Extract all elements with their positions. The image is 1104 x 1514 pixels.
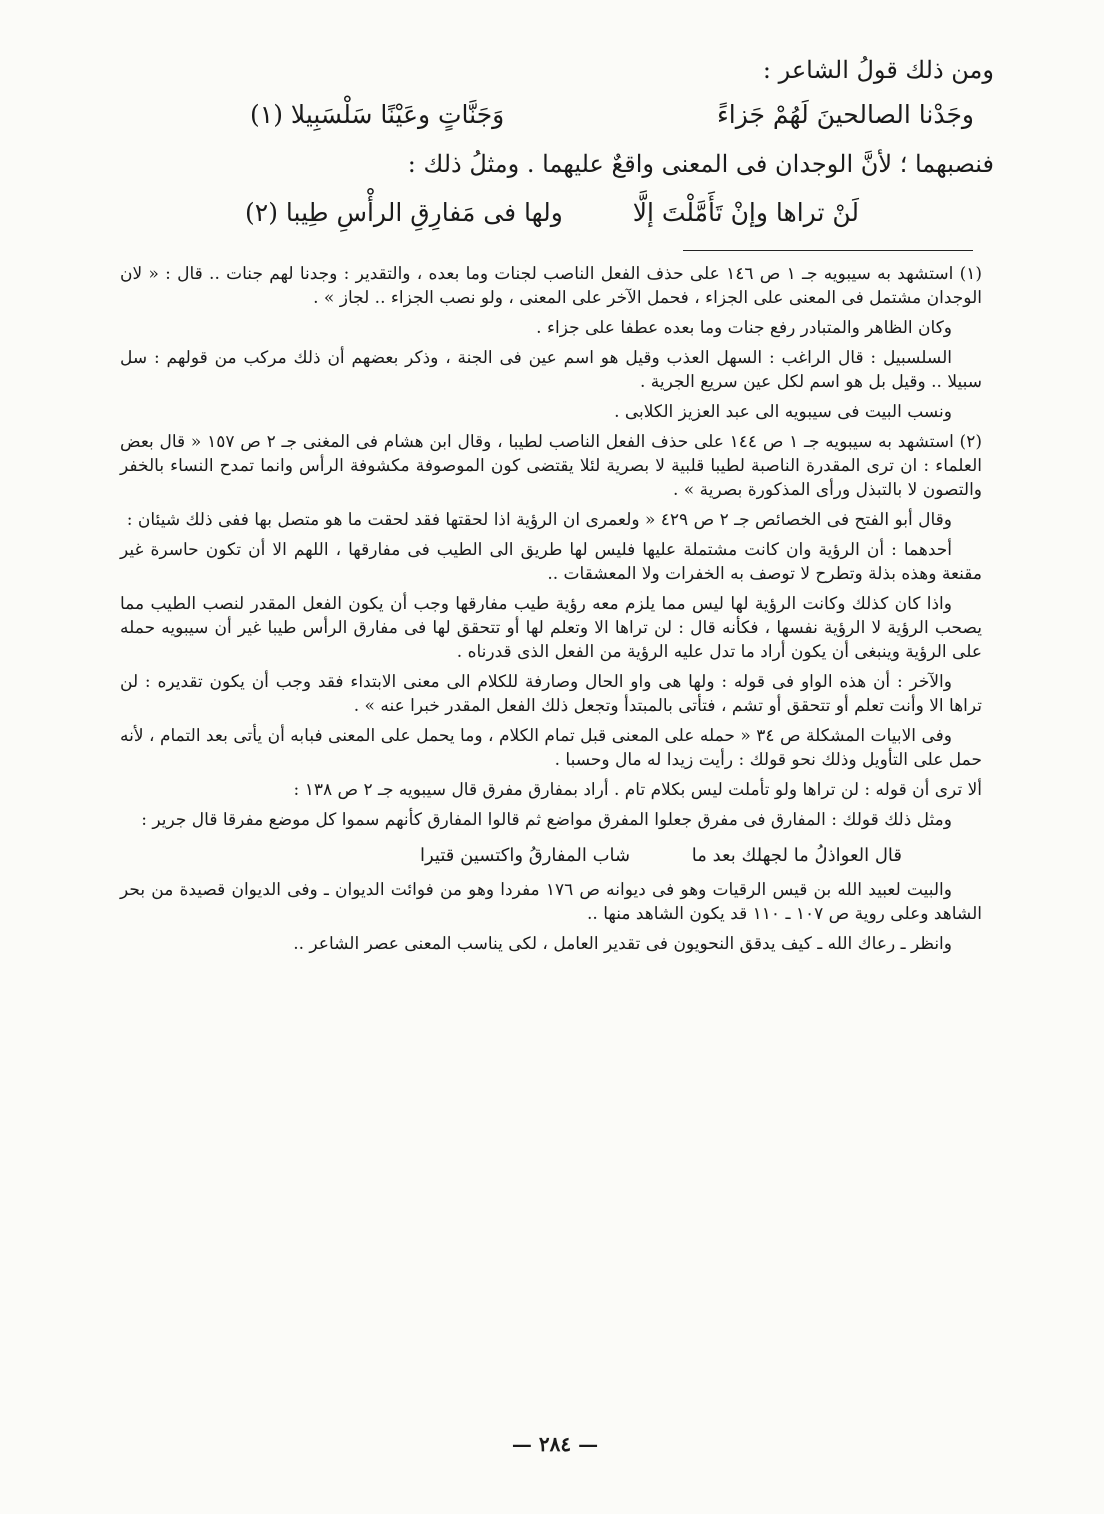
footnote-paragraph: أحدهما : أن الرؤية وان كانت مشتملة عليها فليس لها طريق الى الطيب فى مفارقها ، اللهم الا أن تكون حاسرة غير مقنعة وهذه بذلة وتطرح لا توصف به الخفرات ولا المعشقات .. (120, 540, 982, 584)
footnote-paragraph: وانظر ـ رعاك الله ـ كيف يدقق النحويون فى تقدير العامل ، لكى يناسب المعنى عصر الشاعر .. (293, 934, 952, 954)
footnote-paragraph: واذا كان كذلك وكانت الرؤية لها ليس مما يلزم معه رؤية طيب مفارقها وجب أن يكون الفعل المقدر لنصب الطيب مما يصحب الرؤية لا الرؤية نفسها ، فكأنه قال : لن تراها الا وتعلم لها أو تتحقق لها فى مفارق الرأس طيبا غير أن سيبويه حمله على الرؤية وينبغى أن يكون أراد ما تدل عليه الرؤية من الفعل الذى قدرناه . (120, 594, 982, 662)
footnotes (120, 262, 982, 962)
footnote-paragraph: ومثل ذلك قولك : المفارق فى مفرق جعلوا المفرق مواضع ثم قالوا المفارق كأنهم سموا كل موضع مفرقا قال جرير : (141, 810, 952, 830)
footnote-paragraph: السلسبيل : قال الراغب : السهل العذب وقيل هو اسم عين فى الجنة ، وذكر بعضهم أن ذلك مركب من قولهم : سل سبيلا .. وقيل بل هو اسم لكل عين سريع الجرية . (120, 348, 982, 392)
verse2-left-hemistich: ولها فى مَفارِقِ الرأْسِ طِيبا (٢) (245, 198, 563, 227)
verse2-right-hemistich: لَنْ تراها وإنْ تَأَمَّلْتَ إلَّا (632, 198, 859, 227)
footnote-paragraph: وكان الظاهر والمتبادر رفع جنات وما بعده عطفا على جزاء . (536, 318, 952, 338)
footnote-1: (١) استشهد به سيبويه جـ ١ ص ١٤٦ على حذف الفعل الناصب لجنات وما بعده ، والتقدير : وجدنا لهم جنات .. قال : « لان الوجدان مشتمل فى المعنى على الجزاء ، فحمل الآخر على المعنى ، ولو نصب الجزاء .. لجاز » . (120, 264, 983, 308)
footnote-2: (٢) استشهد به سيبويه جـ ١ ص ١٤٤ على حذف الفعل الناصب لطيبا ، وقال ابن هشام فى المغنى جـ ٢ ص ١٥٧ « قال بعض العلماء : ان ترى المقدرة الناصبة لطيبا قلبية لا بصرية لئلا يقتضى كون الموصوفة مكشوفة الرأس وانما تمدح النساء بالخفر والتصون لا بالتبذل ورأى المذكورة بصرية » . (120, 432, 982, 500)
explanation-line: فنصبهما ؛ لأنَّ الوجدان فى المعنى واقعٌ عليهما . ومثلُ ذلك : (407, 150, 994, 178)
footnote-verse-left: شاب المفارقُ واكتسين قتيرا (420, 845, 631, 866)
footnote-paragraph: والبيت لعبيد الله بن قيس الرقيات وهو فى ديوانه ص ١٧٦ مفردا وهو من فوائت الديوان ـ وفى الديوان قصيدة من بحر الشاهد وعلى روية ص ١٠٧ ـ ١١٠ قد يكون الشاهد منها .. (120, 880, 982, 924)
page-number: — ٢٨٤ — (511, 1432, 599, 1456)
verse1-left-hemistich: وَجَنَّاتٍ وعَيْنًا سَلْسَبِيلا (١) (250, 100, 505, 129)
footnote-paragraph: ونسب البيت فى سيبويه الى عبد العزيز الكلابى . (614, 402, 952, 422)
footnote-paragraph: وقال أبو الفتح فى الخصائص جـ ٢ ص ٤٢٩ « ولعمرى ان الرؤية اذا لحقتها فقد لحقت ما هو متصل بها ففى ذلك شيئان : (126, 510, 952, 530)
verse1-right-hemistich: وجَدْنا الصالحينَ لَهُمْ جَزاءً (717, 100, 974, 129)
footnote-verse (120, 838, 982, 874)
footnote-paragraph: وفى الابيات المشكلة ص ٣٤ « حمله على المعنى قبل تمام الكلام ، وما يحمل على المعنى فبابه أن يأتى بعد التمام ، لأنه حمل على التأويل وذلك نحو قولك : رأيت زيدا له مال وحسبا . (120, 726, 982, 770)
intro-line: ومن ذلك قولُ الشاعر : (762, 56, 994, 84)
footnote-verse-right: قال العواذلُ ما لجهلك بعد ما (691, 845, 902, 866)
main-text (134, 52, 994, 88)
footnote-paragraph: ألا ترى أن قوله : لن تراها ولو تأملت ليس بكلام تام . أراد بمفارق مفرق قال سيبويه جـ ٢ ص ١٣٨ : (293, 780, 982, 800)
footnote-paragraph: والآخر : أن هذه الواو فى قوله : ولها هى واو الحال وصارفة للكلام الى معنى الابتداء فقد وجب أن يكون تقديره : لن تراها الا وأنت تعلم أو تتحقق أو تشم ، فتأتى بالمبتدأ وتجعل ذلك الفعل المقدر خبرا عنه » . (120, 672, 982, 716)
footnote-divider (683, 250, 973, 251)
